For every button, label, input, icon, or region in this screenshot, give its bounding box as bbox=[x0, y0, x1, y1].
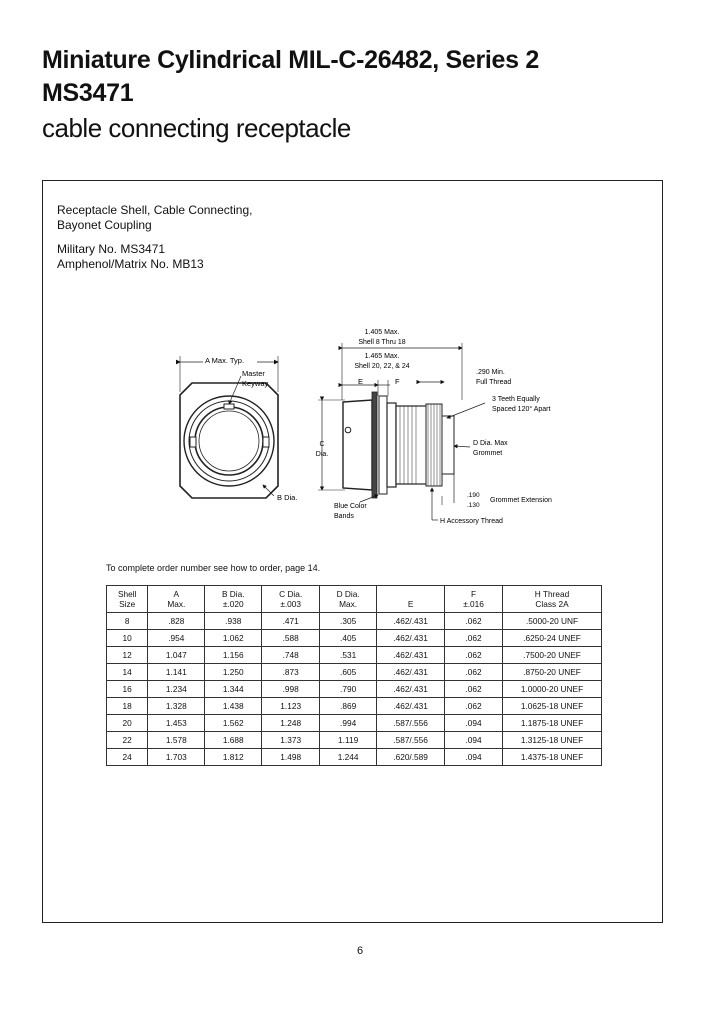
grommet-dim-1: .190 bbox=[467, 492, 480, 499]
cell-shell: 8 bbox=[107, 613, 148, 630]
cell-f: .062 bbox=[445, 613, 503, 630]
cell-e: .620/.589 bbox=[377, 749, 445, 766]
grommet-extension-label: Grommet Extension bbox=[490, 497, 552, 504]
page-title: Miniature Cylindrical MIL-C-26482, Series 2 bbox=[42, 46, 540, 74]
cell-b: .938 bbox=[205, 613, 262, 630]
len2-label-2: Shell 20, 22, & 24 bbox=[354, 363, 410, 370]
dim-e-label: E bbox=[358, 377, 364, 386]
cell-f: .094 bbox=[445, 749, 503, 766]
cell-e: .462/.431 bbox=[377, 664, 445, 681]
table-row bbox=[107, 749, 602, 766]
dim-d-label-1: D Dia. Max bbox=[473, 440, 508, 447]
cell-shell: 22 bbox=[107, 732, 148, 749]
cell-e: .462/.431 bbox=[377, 613, 445, 630]
cell-d: 1.244 bbox=[320, 749, 377, 766]
cell-f: .094 bbox=[445, 715, 503, 732]
dim-a-label: A Max. Typ. bbox=[205, 356, 245, 365]
content-frame bbox=[42, 180, 663, 923]
cell-d: .305 bbox=[320, 613, 377, 630]
full-thread-label-1: .290 Min. bbox=[476, 369, 505, 376]
cell-b: 1.438 bbox=[205, 698, 262, 715]
cell-c: 1.498 bbox=[262, 749, 320, 766]
cell-e: .587/.556 bbox=[377, 715, 445, 732]
cell-e: .462/.431 bbox=[377, 630, 445, 647]
cell-b: 1.562 bbox=[205, 715, 262, 732]
col-header-f: F ±.016 bbox=[445, 586, 503, 613]
col-header-a: A Max. bbox=[148, 586, 205, 613]
cell-f: .062 bbox=[445, 664, 503, 681]
cell-d: .605 bbox=[320, 664, 377, 681]
part-number-heading: MS3471 bbox=[42, 79, 134, 107]
cell-d: .790 bbox=[320, 681, 377, 698]
table-header-row bbox=[107, 586, 602, 613]
h-thread-label: H Accessory Thread bbox=[440, 518, 503, 525]
len1-label-1: 1.405 Max. bbox=[364, 329, 400, 336]
cell-shell: 14 bbox=[107, 664, 148, 681]
cell-a: 1.047 bbox=[148, 647, 205, 664]
cell-b: 1.250 bbox=[205, 664, 262, 681]
cell-c: .748 bbox=[262, 647, 320, 664]
cell-h: .5000-20 UNF bbox=[503, 613, 602, 630]
cell-d: .994 bbox=[320, 715, 377, 732]
connector-drawing bbox=[160, 320, 580, 530]
cell-f: .094 bbox=[445, 732, 503, 749]
cell-shell: 24 bbox=[107, 749, 148, 766]
cell-b: 1.688 bbox=[205, 732, 262, 749]
table-row bbox=[107, 613, 602, 630]
cell-a: .954 bbox=[148, 630, 205, 647]
cell-h: 1.4375-18 UNEF bbox=[503, 749, 602, 766]
cell-h: 1.1875-18 UNEF bbox=[503, 715, 602, 732]
description-line-2: Bayonet Coupling bbox=[57, 218, 152, 232]
cell-shell: 10 bbox=[107, 630, 148, 647]
table-row bbox=[107, 681, 602, 698]
col-header-e: E bbox=[377, 586, 445, 613]
cell-h: .6250-24 UNEF bbox=[503, 630, 602, 647]
full-thread-label-2: Full Thread bbox=[476, 379, 512, 386]
cell-a: 1.703 bbox=[148, 749, 205, 766]
cell-b: 1.344 bbox=[205, 681, 262, 698]
len1-label-2: Shell 8 Thru 18 bbox=[358, 339, 406, 346]
cell-e: .587/.556 bbox=[377, 732, 445, 749]
cell-f: .062 bbox=[445, 630, 503, 647]
teeth-label-1: 3 Teeth Equally bbox=[492, 396, 540, 403]
cell-c: 1.123 bbox=[262, 698, 320, 715]
table-row bbox=[107, 647, 602, 664]
cell-shell: 18 bbox=[107, 698, 148, 715]
col-header-c: C Dia. ±.003 bbox=[262, 586, 320, 613]
order-note: To complete order number see how to order, page 14. bbox=[106, 563, 321, 573]
blue-bands-label-1: Blue Color bbox=[334, 503, 367, 510]
cell-c: 1.248 bbox=[262, 715, 320, 732]
description-line-1: Receptacle Shell, Cable Connecting, bbox=[57, 203, 253, 217]
cell-e: .462/.431 bbox=[377, 681, 445, 698]
cell-a: .828 bbox=[148, 613, 205, 630]
military-number: Military No. MS3471 bbox=[57, 242, 166, 256]
table-row bbox=[107, 664, 602, 681]
cell-a: 1.578 bbox=[148, 732, 205, 749]
blue-bands-label-2: Bands bbox=[334, 513, 354, 520]
cell-b: 1.812 bbox=[205, 749, 262, 766]
cell-c: .471 bbox=[262, 613, 320, 630]
amphenol-number: Amphenol/Matrix No. MB13 bbox=[57, 257, 204, 271]
cell-d: .405 bbox=[320, 630, 377, 647]
cell-d: 1.119 bbox=[320, 732, 377, 749]
master-keyway-label-2: Keyway bbox=[242, 379, 269, 388]
cell-a: 1.141 bbox=[148, 664, 205, 681]
cell-h: .7500-20 UNEF bbox=[503, 647, 602, 664]
col-header-b: B Dia. ±.020 bbox=[205, 586, 262, 613]
cell-a: 1.234 bbox=[148, 681, 205, 698]
dim-d-label-2: Grommet bbox=[473, 450, 503, 457]
len2-label-1: 1.465 Max. bbox=[364, 353, 400, 360]
dim-c-label-2: Dia. bbox=[315, 451, 329, 458]
dim-f-label: F bbox=[395, 377, 400, 386]
dim-c-label-1: C bbox=[319, 441, 325, 448]
cell-c: .588 bbox=[262, 630, 320, 647]
cell-shell: 12 bbox=[107, 647, 148, 664]
cell-d: .531 bbox=[320, 647, 377, 664]
master-keyway-label-1: Master bbox=[242, 369, 265, 378]
cell-d: .869 bbox=[320, 698, 377, 715]
col-header-h: H Thread Class 2A bbox=[503, 586, 602, 613]
cell-f: .062 bbox=[445, 647, 503, 664]
dim-b-label: B Dia. bbox=[277, 493, 298, 502]
table-row bbox=[107, 715, 602, 732]
cell-h: 1.0625-18 UNEF bbox=[503, 698, 602, 715]
cell-f: .062 bbox=[445, 681, 503, 698]
cell-shell: 20 bbox=[107, 715, 148, 732]
cell-e: .462/.431 bbox=[377, 698, 445, 715]
dimension-table bbox=[106, 585, 602, 766]
cell-e: .462/.431 bbox=[377, 647, 445, 664]
cell-a: 1.453 bbox=[148, 715, 205, 732]
cell-c: 1.373 bbox=[262, 732, 320, 749]
cell-h: .8750-20 UNEF bbox=[503, 664, 602, 681]
teeth-label-2: Spaced 120° Apart bbox=[492, 406, 551, 413]
cell-h: 1.3125-18 UNEF bbox=[503, 732, 602, 749]
cell-c: .873 bbox=[262, 664, 320, 681]
cell-b: 1.156 bbox=[205, 647, 262, 664]
cell-b: 1.062 bbox=[205, 630, 262, 647]
cell-shell: 16 bbox=[107, 681, 148, 698]
table-row bbox=[107, 732, 602, 749]
grommet-dim-2: .130 bbox=[467, 502, 480, 509]
page-number: 6 bbox=[356, 945, 364, 957]
col-header-shell: Shell Size bbox=[107, 586, 148, 613]
col-header-d: D Dia. Max. bbox=[320, 586, 377, 613]
cell-c: .998 bbox=[262, 681, 320, 698]
cell-a: 1.328 bbox=[148, 698, 205, 715]
cell-f: .062 bbox=[445, 698, 503, 715]
table-row bbox=[107, 630, 602, 647]
cell-h: 1.0000-20 UNEF bbox=[503, 681, 602, 698]
page-subtitle: cable connecting receptacle bbox=[42, 113, 351, 143]
table-row bbox=[107, 698, 602, 715]
